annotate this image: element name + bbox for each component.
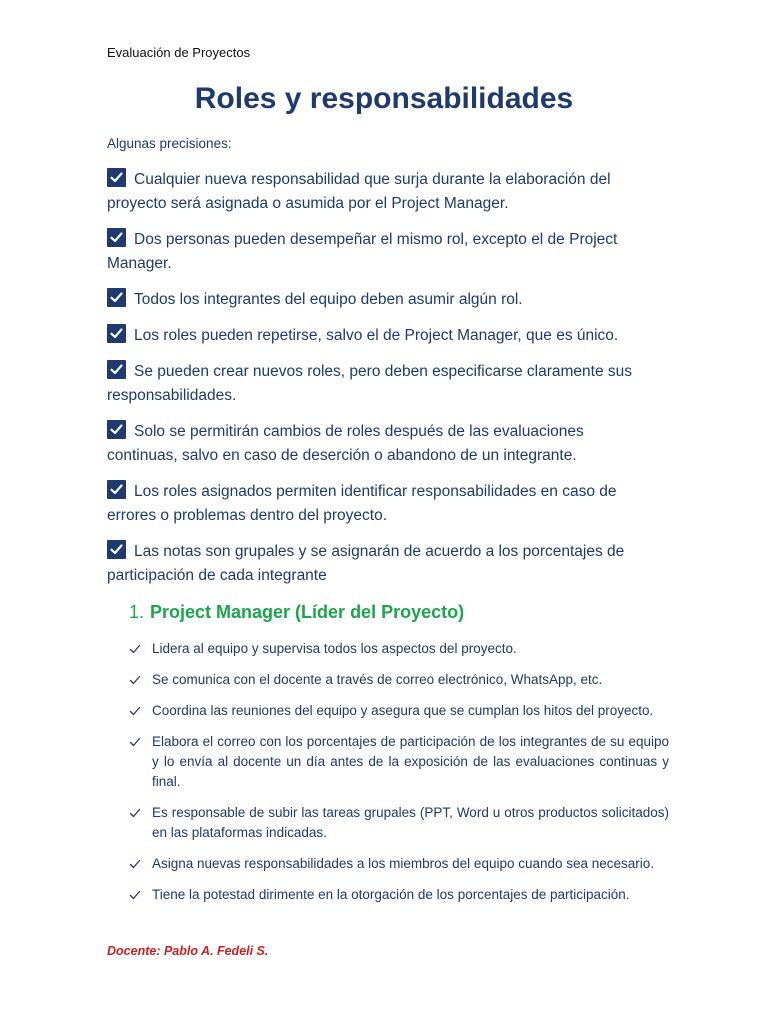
checklist-item-text: Solo se permitirán cambios de roles después de las evaluaciones continuas, salvo en caso de deserción o abandono de un integrante. [107,423,584,464]
checklist-item [107,288,647,312]
checklist-item [107,420,647,468]
checklist-item-text: Se pueden crear nuevos roles, pero deben especificarse claramente sus responsabilidades. [107,363,633,404]
checklist-item [107,360,647,408]
footer-docente: Docente: Pablo A. Fedeli S. [107,944,269,958]
bullet-item-text: Se comunica con el docente a través de correo electrónico, WhatsApp, etc. [152,672,603,687]
bullet-item-text: Tiene la potestad dirimente en la otorgación de los porcentajes de participación. [152,887,630,902]
checklist-item-text: Cualquier nueva responsabilidad que surja durante la elaboración del proyecto será asignada o asumida por el Project Manager. [107,171,611,212]
checkbox-checked-icon [107,360,126,379]
checklist-item-text: Las notas son grupales y se asignarán de acuerdo a los porcentajes de participación de cada integrante [107,543,625,584]
bullet-item [129,854,669,874]
section-number: 1. [129,602,145,622]
checkmark-icon [129,674,141,686]
bullet-item [129,885,669,905]
bullet-item-text: Lidera al equipo y supervisa todos los aspectos del proyecto. [152,641,517,656]
section-title-text: Project Manager (Líder del Proyecto) [150,602,465,622]
section-heading [129,602,464,623]
checkmark-icon [129,807,141,819]
checkbox-checked-icon [107,324,126,343]
checkbox-checked-icon [107,480,126,499]
page-title: Roles y responsabilidades [194,82,574,115]
checklist-item-text: Los roles asignados permiten identificar responsabilidades en caso de errores o problemas dentro del proyecto. [107,483,617,524]
checkbox-checked-icon [107,288,126,307]
checkbox-checked-icon [107,228,126,247]
checklist-item [107,228,647,276]
checklist-item [107,480,647,528]
checklist-item-text: Dos personas pueden desempeñar el mismo rol, excepto el de Project Manager. [107,231,618,272]
checkmark-icon [129,736,141,748]
checkmark-icon [129,705,141,717]
checklist-item [107,168,647,216]
checkbox-checked-icon [107,540,126,559]
bullet-list [129,639,669,916]
bullet-item [129,639,669,659]
bullet-item [129,732,669,792]
document-header: Evaluación de Proyectos [107,45,251,60]
checklist-item-text: Todos los integrantes del equipo deben asumir algún rol. [134,291,523,308]
bullet-item [129,803,669,843]
checkbox-checked-icon [107,420,126,439]
bullet-item [129,701,669,721]
intro-text: Algunas precisiones: [107,136,232,151]
bullet-item-text: Es responsable de subir las tareas grupales (PPT, Word u otros productos solicitados) en las plataformas indicadas. [152,805,669,840]
checklist-item [107,540,647,588]
checkmark-icon [129,858,141,870]
bullet-item-text: Asigna nuevas responsabilidades a los miembros del equipo cuando sea necesario. [152,856,655,871]
checkbox-checked-icon [107,168,126,187]
checklist-item [107,324,647,348]
checkmark-icon [129,643,141,655]
bullet-item-text: Elabora el correo con los porcentajes de participación de los integrantes de su equipo y lo envía al docente un día antes de la exposición de las evaluaciones continuas y final. [152,734,669,789]
bullet-item-text: Coordina las reuniones del equipo y asegura que se cumplan los hitos del proyecto. [152,703,654,718]
checklist [107,168,647,600]
checklist-item-text: Los roles pueden repetirse, salvo el de Project Manager, que es único. [134,327,619,344]
checkmark-icon [129,889,141,901]
bullet-item [129,670,669,690]
